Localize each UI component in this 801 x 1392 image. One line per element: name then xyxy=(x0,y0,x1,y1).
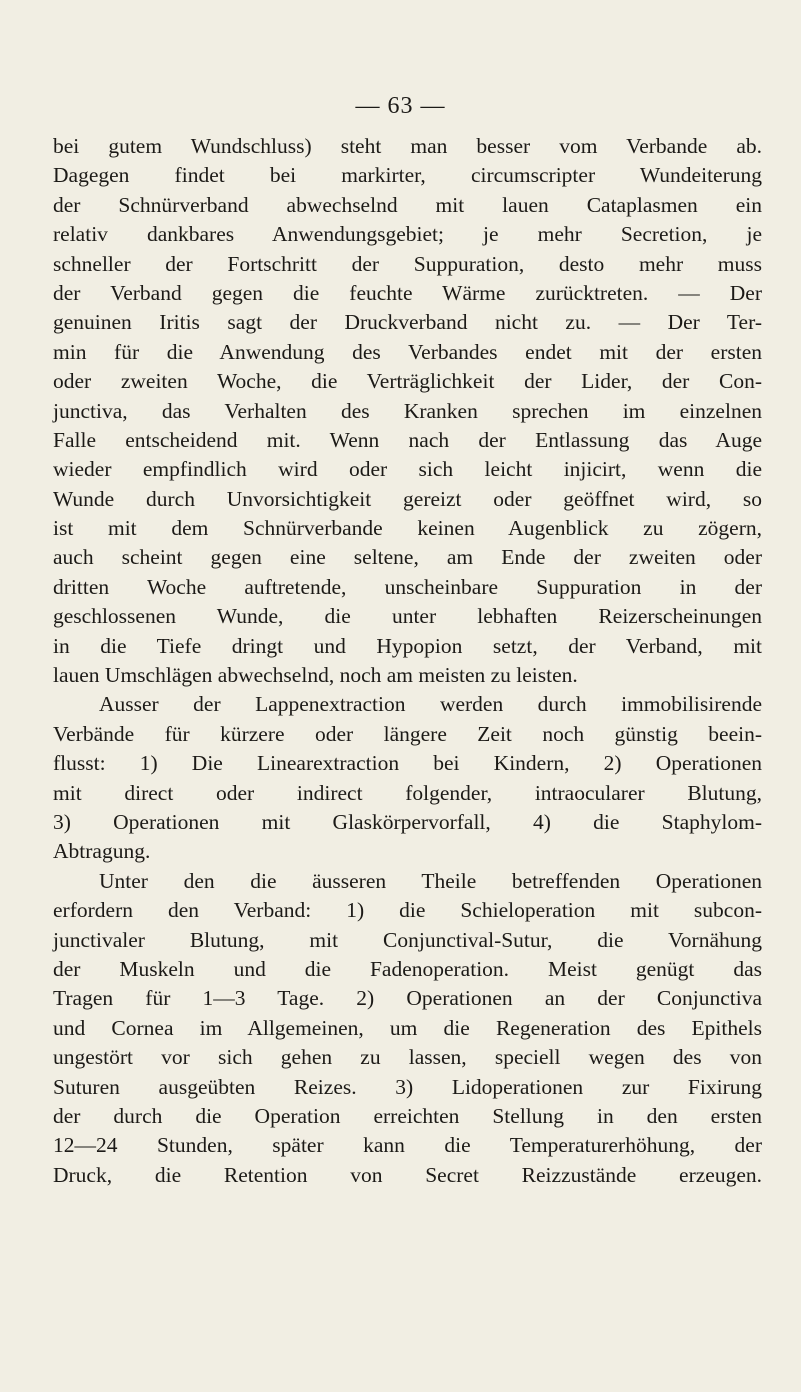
text-line: Verbände für kürzere oder längere Zeit noch günstig beein- xyxy=(53,721,762,746)
text-line: Abtragung. xyxy=(53,839,151,864)
text-line: Ausser der Lappenextraction werden durch immobilisirende xyxy=(99,692,762,717)
text-line: junctivaler Blutung, mit Conjunctival-Sutur, die Vornähung xyxy=(53,927,762,952)
text-line: mit direct oder indirect folgender, intraocularer Blutung, xyxy=(53,780,762,805)
text-line: Wunde durch Unvorsichtigkeit gereizt oder geöffnet wird, so xyxy=(53,486,762,511)
text-line: flusst: 1) Die Linearextraction bei Kindern, 2) Operationen xyxy=(53,751,762,776)
text-line: der Verband gegen die feuchte Wärme zurücktreten. — Der xyxy=(53,280,762,305)
text-line: wieder empfindlich wird oder sich leicht injicirt, wenn die xyxy=(53,457,762,482)
text-line: lauen Umschlägen abwechselnd, noch am meisten zu leisten. xyxy=(53,663,578,688)
text-line: der Schnürverband abwechselnd mit lauen Cataplasmen ein xyxy=(53,192,762,217)
text-line: junctiva, das Verhalten des Kranken sprechen im einzelnen xyxy=(53,398,762,423)
page-number: — 63 — xyxy=(355,93,446,119)
text-line: geschlossenen Wunde, die unter lebhaften Reizerscheinungen xyxy=(53,604,762,629)
text-line: ungestört vor sich gehen zu lassen, speciell wegen des von xyxy=(53,1045,762,1070)
text-line: oder zweiten Woche, die Verträglichkeit der Lider, der Con- xyxy=(53,369,762,394)
text-line: genuinen Iritis sagt der Druckverband nicht zu. — Der Ter- xyxy=(53,310,762,335)
text-line: ist mit dem Schnürverbande keinen Augenblick zu zögern, xyxy=(53,516,762,541)
text-line: min für die Anwendung des Verbandes endet mit der ersten xyxy=(53,339,762,364)
text-line: Falle entscheidend mit. Wenn nach der Entlassung das Auge xyxy=(53,427,762,452)
text-line: bei gutem Wundschluss) steht man besser vom Verbande ab. xyxy=(53,134,762,158)
text-line: 3) Operationen mit Glaskörpervorfall, 4) die Staphylom- xyxy=(53,809,762,834)
text-line: dritten Woche auftretende, unscheinbare Suppuration in der xyxy=(53,574,762,599)
text-line: relativ dankbares Anwendungsgebiet; je mehr Secretion, je xyxy=(53,222,762,247)
text-line: in die Tiefe dringt und Hypopion setzt, der Verband, mit xyxy=(53,633,762,658)
text-line: Druck, die Retention von Secret Reizzustände erzeugen. xyxy=(53,1162,762,1187)
text-line: Unter den die äusseren Theile betreffenden Operationen xyxy=(99,868,762,893)
text-line: und Cornea im Allgemeinen, um die Regeneration des Epithels xyxy=(53,1015,762,1040)
text-line: Tragen für 1—3 Tage. 2) Operationen an der Conjunctiva xyxy=(53,986,762,1011)
text-line: schneller der Fortschritt der Suppuration, desto mehr muss xyxy=(53,251,762,276)
text-line: auch scheint gegen eine seltene, am Ende der zweiten oder xyxy=(53,545,762,570)
text-line: der Muskeln und die Fadenoperation. Meist genügt das xyxy=(53,956,762,981)
text-line: Dagegen findet bei markirter, circumscripter Wundeiterung xyxy=(53,163,762,188)
text-line: der durch die Operation erreichten Stellung in den ersten xyxy=(53,1103,762,1128)
text-line: erfordern den Verband: 1) die Schieloperation mit subcon- xyxy=(53,898,762,923)
text-line: 12—24 Stunden, später kann die Temperaturerhöhung, der xyxy=(53,1133,762,1158)
text-line: Suturen ausgeübten Reizes. 3) Lidoperationen zur Fixirung xyxy=(53,1074,762,1099)
body-text xyxy=(53,132,762,1190)
